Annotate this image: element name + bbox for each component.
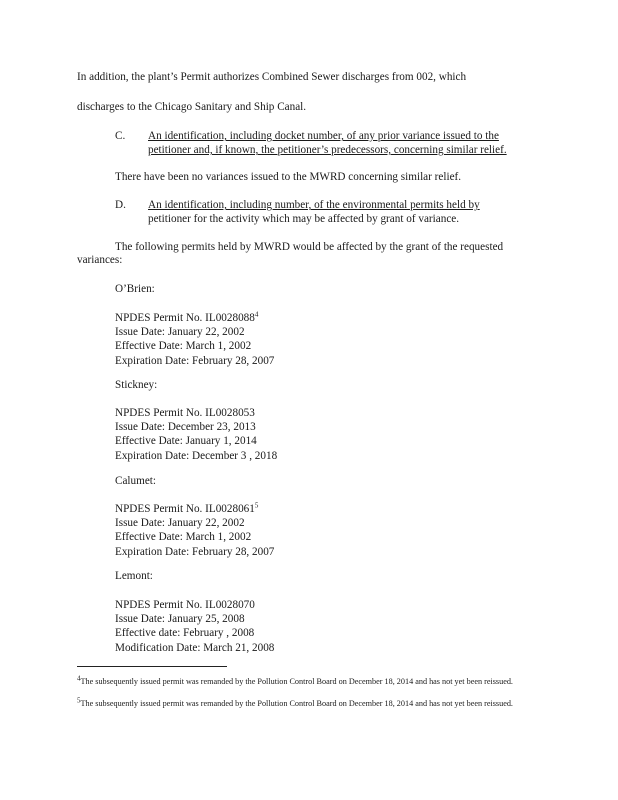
- footnote-ref: 4: [254, 310, 259, 319]
- permit-effective-date: Effective Date: March 1, 2002: [115, 531, 252, 544]
- permit-number: NPDES Permit No. IL0028088$^4$: [115, 310, 259, 324]
- permit-modification-date: Modification Date: March 21, 2008: [115, 641, 275, 654]
- footnote-text: The subsequently issued permit was remanded by the Pollution Control Board on December 18, 2014 and has not yet been reissued.: [80, 699, 513, 708]
- section-d-heading-line-1: An identification, including number, of the environmental permits held by: [148, 199, 480, 211]
- section-c-heading-line-1: An identification, including docket number, of any prior variance issued to the: [148, 130, 499, 142]
- footnote-mark: 4: [77, 674, 81, 683]
- permit-number: NPDES Permit No. IL0028061$^5$: [115, 501, 259, 515]
- permit-effective-date: Effective Date: March 1, 2002: [115, 340, 252, 353]
- section-c-letter: C.: [115, 130, 126, 142]
- permit-number: NPDES Permit No. IL0028053: [115, 407, 255, 419]
- permit-effective-date: Effective Date: January 1, 2014: [115, 435, 257, 448]
- footnote-5: [77, 696, 547, 710]
- permit-plant-lemont: Lemont:: [115, 570, 153, 582]
- section-d-body-line-2: variances:: [77, 254, 123, 266]
- permit-issue-date: Issue Date: January 25, 2008: [115, 613, 245, 626]
- footnote-4: [77, 674, 547, 688]
- section-c-body: There have been no variances issued to the MWRD concerning similar relief.: [115, 171, 462, 183]
- footnote-text: The subsequently issued permit was remanded by the Pollution Control Board on December 18, 2014 and has not yet been reissued.: [80, 677, 513, 686]
- permit-plant-stickney: Stickney:: [115, 379, 158, 391]
- permit-block-lemont: [115, 598, 274, 655]
- intro-line-1: In addition, the plant’s Permit authorizes Combined Sewer discharges from 002, which: [77, 71, 467, 83]
- permit-issue-date: Issue Date: January 22, 2002: [115, 326, 245, 339]
- footnote-ref: 5: [254, 501, 259, 510]
- permit-plant-obrien: O’Brien:: [115, 283, 155, 295]
- permit-block-calumet: [115, 502, 274, 559]
- intro-line-2: discharges to the Chicago Sanitary and Ship Canal.: [77, 101, 307, 113]
- permit-block-obrien: [115, 311, 274, 368]
- section-c-heading-line-2: petitioner and, if known, the petitioner’s predecessors, concerning similar relief.: [148, 144, 507, 156]
- permit-issue-date: Issue Date: January 22, 2002: [115, 517, 245, 530]
- footnote-divider: [77, 666, 227, 667]
- permit-plant-calumet: Calumet:: [115, 475, 157, 487]
- permit-block-stickney: [115, 406, 277, 463]
- permit-expiration-date: Expiration Date: February 28, 2007: [115, 354, 275, 367]
- section-d-body-line-1: The following permits held by MWRD would be affected by the grant of the requested: [115, 241, 504, 253]
- section-d-letter: D.: [115, 199, 126, 211]
- footnote-mark: 5: [77, 696, 81, 705]
- section-d-heading-line-2: petitioner for the activity which may be affected by grant of variance.: [148, 213, 460, 225]
- permit-issue-date: Issue Date: December 23, 2013: [115, 421, 256, 434]
- permit-effective-date: Effective date: February , 2008: [115, 627, 255, 640]
- permit-number: NPDES Permit No. IL0028070: [115, 599, 255, 611]
- permit-expiration-date: Expiration Date: February 28, 2007: [115, 545, 275, 558]
- permit-expiration-date: Expiration Date: December 3 , 2018: [115, 449, 278, 462]
